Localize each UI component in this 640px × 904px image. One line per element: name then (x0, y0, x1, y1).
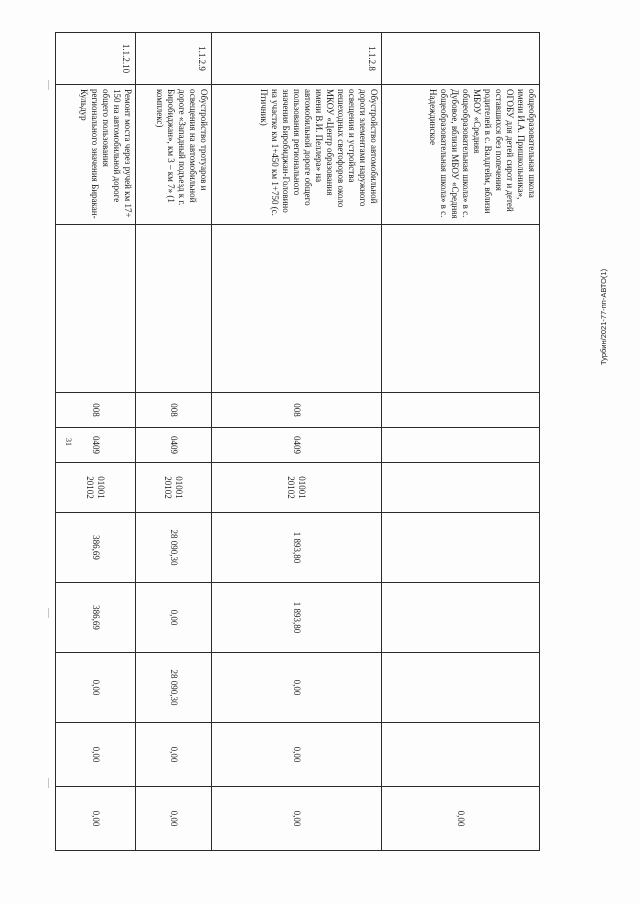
amount-total (382, 513, 540, 583)
grbs-code: 008 (56, 393, 136, 428)
budget-table (55, 32, 540, 851)
empty-cell (136, 225, 212, 393)
target-article-code: 01001 20102 (136, 463, 212, 513)
row-description: Ремонт моста через ручей км 17+ 150 на автомобильной дороге общего пользования регионального значения Биракан-Кульдур (56, 85, 136, 225)
amount-year-1 (382, 583, 540, 653)
row-description: общеобразовательная школа имени И.А. Пришкольника», ОГОБУ для детей сирот и детей оставшихся без попечения родителей в с. Валдгейм, вблизи МБОУ «Средняя общеобразовательная школа» в с. Дубовое, вблизи МБОУ «Средняя общеобразовательная школа» в с. Надеждинское (382, 85, 540, 225)
document-footer-code: Турбин/2021-77-пп-АВТО(1) (599, 268, 608, 365)
grbs-code (382, 393, 540, 428)
amount-total: 28 090,30 (136, 513, 212, 583)
amount-year-3 (382, 723, 540, 787)
table-row (212, 33, 382, 851)
table-row (56, 33, 136, 851)
empty-cell (212, 225, 382, 393)
amount-year-2 (382, 653, 540, 723)
target-article-code: 01001 20102 (56, 463, 136, 513)
amount-year-2: 0,00 (56, 653, 136, 723)
amount-year-1: 386,69 (56, 583, 136, 653)
target-article-code (382, 463, 540, 513)
amount-year-3: 0,00 (136, 723, 212, 787)
grbs-code: 008 (212, 393, 382, 428)
table-row (136, 33, 212, 851)
scan-mark (48, 778, 49, 788)
section-code: 0409 (56, 428, 136, 463)
row-number (382, 33, 540, 85)
empty-cell (382, 225, 540, 393)
amount-year-4: 0,00 (382, 787, 540, 851)
amount-year-2: 28 090,30 (136, 653, 212, 723)
section-code (382, 428, 540, 463)
page-number: 31 (64, 438, 73, 446)
amount-total: 386,69 (56, 513, 136, 583)
section-code: 0409 (212, 428, 382, 463)
section-code: 0409 (136, 428, 212, 463)
amount-year-4: 0,00 (56, 787, 136, 851)
amount-year-3: 0,00 (56, 723, 136, 787)
amount-year-4: 0,00 (212, 787, 382, 851)
target-article-code: 01001 20102 (212, 463, 382, 513)
amount-year-4: 0,00 (136, 787, 212, 851)
scan-mark (48, 80, 49, 90)
scan-mark (48, 608, 49, 618)
empty-cell (56, 225, 136, 393)
amount-year-2: 0,00 (212, 653, 382, 723)
amount-year-1: 1 893,80 (212, 583, 382, 653)
row-description: Обустройство автомобильной дороги элементами наружного освещения и устройства пешеходных светофоров около МКОУ «Центр образования имени В.И. Пеллера» на автомобильной дороге общего пользования регионального значения Биробиджан-Головино на участке км 1+450 км 1+750 (с. Птичник) (212, 85, 382, 225)
amount-total: 1 893,80 (212, 513, 382, 583)
row-description: Обустройство тротуаров и освещения на автомобильной дороге «Западный подъезд к г. Биробиджан», км 3 – км 7» (1 комплекс) (136, 85, 212, 225)
row-number: 1.1.2.10 (56, 33, 136, 85)
amount-year-3: 0,00 (212, 723, 382, 787)
table-row (382, 33, 540, 851)
grbs-code: 008 (136, 393, 212, 428)
rotated-table-container (56, 32, 540, 840)
amount-year-1: 0,00 (136, 583, 212, 653)
row-number: 1.1.2.8 (212, 33, 382, 85)
row-number: 1.1.2.9 (136, 33, 212, 85)
